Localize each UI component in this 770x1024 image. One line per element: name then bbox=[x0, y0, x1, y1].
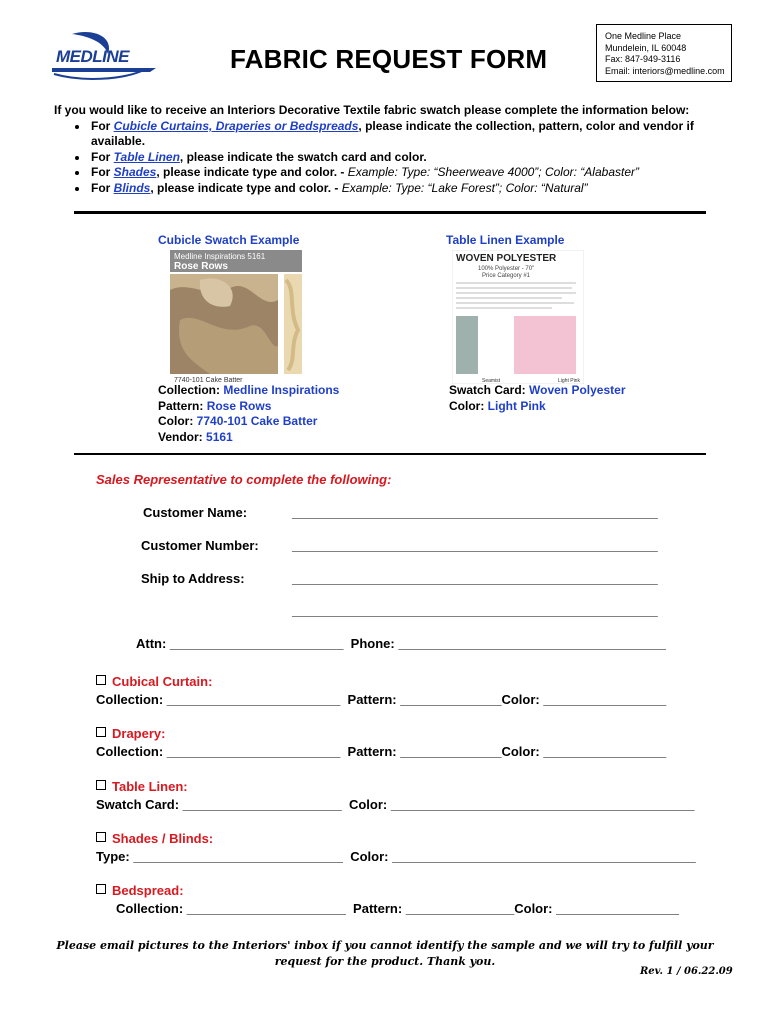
medline-logo bbox=[52, 30, 164, 82]
section-row[interactable]: Swatch Card: ______________________ Color: __________________________________________ bbox=[96, 797, 695, 812]
checkbox[interactable] bbox=[96, 780, 106, 790]
swatch-subtitle: Rose Rows bbox=[174, 261, 228, 272]
linen-example-info: Swatch Card: Woven Polyester Color: Light Pink bbox=[449, 383, 626, 413]
section-title: Bedspread: bbox=[112, 883, 184, 898]
customer-name-field[interactable]: ____________________________________________________ bbox=[292, 505, 658, 520]
section-drapery bbox=[96, 726, 666, 759]
customer-name-label: Customer Name: bbox=[143, 505, 248, 520]
swatch-sub: 100% Polyester - 70" bbox=[478, 266, 535, 272]
address-line: Mundelein, IL 60048 bbox=[605, 42, 687, 53]
attn-phone-row[interactable]: Attn: ________________________ Phone: _____________________________________ bbox=[136, 636, 666, 651]
address-line: One Medline Place bbox=[605, 31, 682, 41]
card-value: Woven Polyester bbox=[529, 383, 626, 397]
example-text: Example: Type: “Lake Forest”; Color: “Natural” bbox=[341, 180, 588, 195]
vendor-value: 5161 bbox=[206, 429, 233, 444]
section-shades-blinds bbox=[96, 831, 696, 864]
section-bedspread bbox=[96, 883, 679, 916]
intro-lead: If you would like to receive an Interiors Decorative Textile fabric swatch please complete the information below: bbox=[54, 103, 690, 117]
color-value: 7740-101 Cake Batter bbox=[196, 414, 318, 428]
intro-item: • For Cubicle Curtains, Draperies or Bedspreads, please indicate the collection, pattern, color and vendor if available. bbox=[89, 119, 744, 150]
checkbox[interactable] bbox=[96, 884, 106, 894]
swatch-sub: Price Category #1 bbox=[482, 273, 531, 279]
ship-to-field-2[interactable]: ____________________________________________________ bbox=[292, 603, 658, 618]
section-title: Drapery: bbox=[112, 726, 166, 741]
intro-item: • For Table Linen, please indicate the swatch card and color. bbox=[89, 150, 744, 166]
collection-value: Medline Inspirations bbox=[223, 383, 340, 397]
section-table-linen bbox=[96, 779, 695, 812]
cubicle-example-label: Cubicle Swatch Example bbox=[158, 233, 300, 247]
cubicle-swatch-image bbox=[170, 250, 302, 384]
swatch-title: Medline Inspirations 5161 bbox=[174, 252, 266, 261]
link-table-linen[interactable]: Table Linen bbox=[113, 149, 180, 164]
swatch-caption: Seamist bbox=[482, 378, 501, 384]
address-box bbox=[596, 24, 732, 82]
linen-swatch-image bbox=[452, 250, 584, 384]
section-row[interactable]: Collection: ________________________ Pattern: ______________Color: _________________ bbox=[96, 744, 667, 759]
email-line: Email: interiors@medline.com bbox=[605, 65, 725, 76]
section-title: Cubical Curtain: bbox=[112, 674, 213, 689]
divider bbox=[74, 211, 706, 214]
color-value: Light Pink bbox=[487, 398, 546, 413]
swatch-caption: 7740-101 Cake Batter bbox=[174, 377, 243, 384]
intro-instructions bbox=[54, 103, 744, 197]
revision-label: Rev. 1 / 06.22.09 bbox=[640, 966, 733, 977]
linen-example-label: Table Linen Example bbox=[446, 233, 565, 247]
customer-number-field[interactable]: ____________________________________________________ bbox=[292, 538, 658, 553]
sales-heading: Sales Representative to complete the following: bbox=[96, 472, 392, 487]
section-cubical-curtain bbox=[96, 674, 666, 707]
ship-to-field[interactable]: ____________________________________________________ bbox=[292, 571, 658, 586]
footer-note: Please email pictures to the Interiors' inbox if you cannot identify the sample and we will try to fulfill your request for the product. Thank you. bbox=[56, 939, 714, 968]
cubicle-example-info: Collection: Medline Inspirations Pattern: Rose Rows Color: 7740-101 Cake Batter Vendor: 5161 bbox=[158, 383, 340, 444]
section-title: Table Linen: bbox=[112, 779, 188, 794]
checkbox[interactable] bbox=[96, 727, 106, 737]
link-blinds[interactable]: Blinds bbox=[113, 180, 151, 195]
link-cubicle[interactable]: Cubicle Curtains, Draperies or Bedspreads bbox=[113, 118, 359, 133]
checkbox[interactable] bbox=[96, 832, 106, 842]
logo-wordmark: MEDLINE bbox=[56, 47, 129, 66]
section-row[interactable]: Type: _____________________________ Color: __________________________________________ bbox=[96, 849, 696, 864]
fax-line: Fax: 847-949-3116 bbox=[605, 54, 681, 65]
customer-number-label: Customer Number: bbox=[141, 538, 259, 553]
swatch-caption: Light Pink bbox=[558, 378, 580, 384]
section-title: Shades / Blinds: bbox=[112, 831, 214, 846]
swatch-title: WOVEN POLYESTER bbox=[456, 253, 557, 264]
divider bbox=[74, 453, 706, 455]
link-shades[interactable]: Shades bbox=[113, 165, 157, 180]
intro-item: • For Blinds, please indicate type and color. - Example: Type: “Lake Forest”; Color: “Natural” bbox=[89, 181, 744, 197]
pattern-value: Rose Rows bbox=[206, 398, 272, 413]
page-title: FABRIC REQUEST FORM bbox=[230, 44, 548, 74]
example-text: Example: Type: “Sheerweave 4000”; Color: “Alabaster” bbox=[347, 165, 639, 180]
checkbox[interactable] bbox=[96, 675, 106, 685]
section-row[interactable]: Collection: ______________________ Pattern: _______________Color: _________________ bbox=[116, 901, 680, 916]
intro-item: • For Shades, please indicate type and color. - Example: Type: “Sheerweave 4000”; Color: “Alabaster” bbox=[89, 165, 744, 181]
section-row[interactable]: Collection: ________________________ Pattern: ______________Color: _________________ bbox=[96, 692, 667, 707]
ship-to-label: Ship to Address: bbox=[141, 571, 245, 586]
